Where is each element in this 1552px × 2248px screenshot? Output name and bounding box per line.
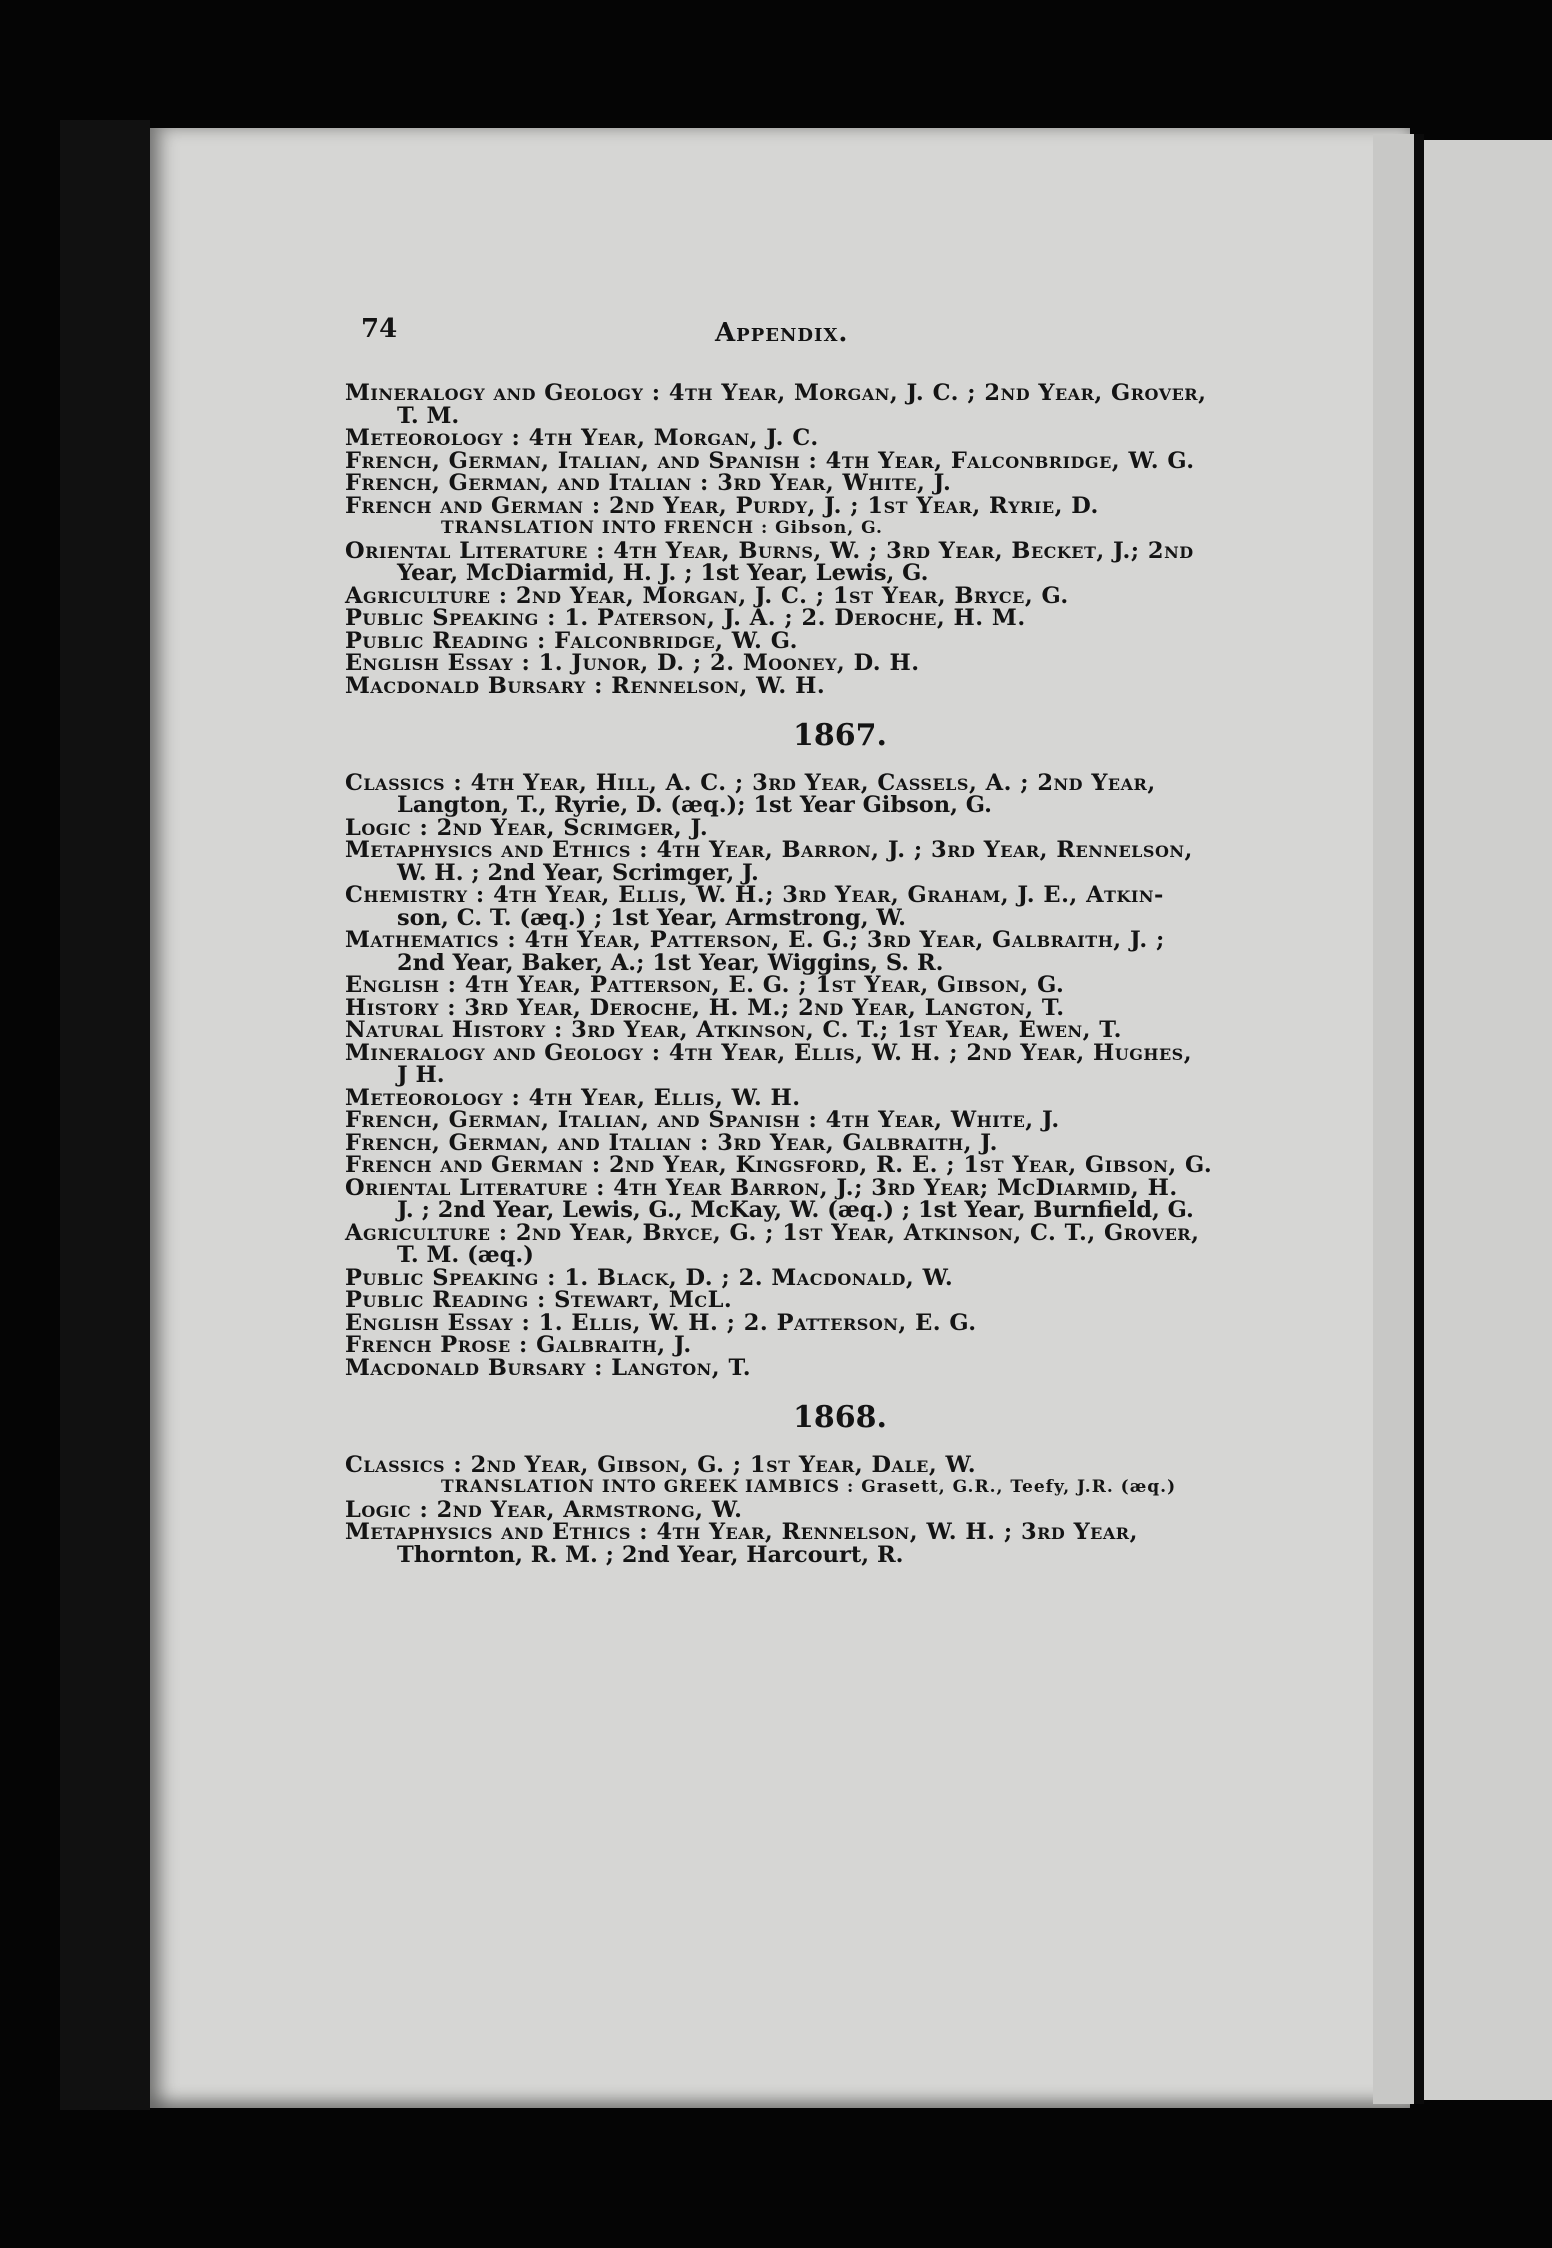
section-1866 [345, 382, 1245, 697]
entry-line: Chemistry : 4th Year, Ellis, W. H.; 3rd Year, Graham, J. E., Atkin- [345, 882, 1164, 908]
entry-line: Mineralogy and Geology : 4th Year, Morgan, J. C. ; 2nd Year, Grover, [345, 380, 1207, 406]
page-header [345, 314, 1245, 358]
entry-line: French and German : 2nd Year, Kingsford, R. E. ; 1st Year, Gibson, G. [345, 1152, 1213, 1178]
page-number: 74 [361, 314, 398, 344]
entry-line: Macdonald Bursary : Rennelson, W. H. [345, 672, 826, 699]
binding-gutter [1414, 134, 1424, 2104]
entry-line: French and German : 2nd Year, Purdy, J. ; 1st Year, Ryrie, D. [345, 492, 1099, 519]
entry-line: Classics : 2nd Year, Gibson, G. ; 1st Year, Dale, W. [345, 1451, 977, 1478]
entry-line: T. M. (æq.) [397, 1242, 534, 1268]
year-heading-1868: 1868. [793, 1400, 887, 1435]
entry-line: Public Reading : Falconbridge, W. G. [345, 627, 798, 654]
entry-line: 2nd Year, Baker, A.; 1st Year, Wiggins, S. R. [397, 949, 944, 976]
facing-page [1424, 140, 1552, 2100]
entry-line: Meteorology : 4th Year, Morgan, J. C. [345, 425, 819, 451]
entry-line: TRANSLATION INTO GREEK IAMBICS : Grasett, G.R., Teefy, J.R. (æq.) [441, 1477, 1177, 1497]
entry-line: Mathematics : 4th Year, Patterson, E. G.; 3rd Year, Galbraith, J. ; [345, 927, 1165, 953]
entry-line: Public Speaking : 1. Black, D. ; 2. Macdonald, W. [345, 1264, 954, 1291]
entry-line: Macdonald Bursary : Langton, T. [345, 1354, 752, 1381]
entry-line: Agriculture : 2nd Year, Morgan, J. C. ; 1st Year, Bryce, G. [345, 582, 1069, 609]
entry-line: TRANSLATION INTO FRENCH : Gibson, G. [441, 518, 883, 538]
entry-line: Natural History : 3rd Year, Atkinson, C. T.; 1st Year, Ewen, T. [345, 1017, 1122, 1043]
entry-line: Agriculture : 2nd Year, Bryce, G. ; 1st Year, Atkinson, C. T., Grover, [345, 1219, 1200, 1246]
section-1867 [345, 769, 1245, 1381]
running-title: Appendix. [715, 318, 849, 348]
page-content [345, 314, 1245, 1568]
entry-line: T. M. [397, 402, 460, 429]
entry-line: W. H. ; 2nd Year, Scrimger, J. [397, 859, 759, 886]
entry-line: English : 4th Year, Patterson, E. G. ; 1st Year, Gibson, G. [345, 972, 1065, 998]
entry-line: Logic : 2nd Year, Armstrong, W. [345, 1496, 743, 1523]
entry-line: Public Speaking : 1. Paterson, J. A. ; 2. Deroche, H. M. [345, 605, 1026, 631]
entry-line: Year, McDiarmid, H. J. ; 1st Year, Lewis, G. [397, 560, 929, 586]
entry-line: French, German, Italian, and Spanish : 4th Year, Falconbridge, W. G. [345, 447, 1195, 474]
entry-line: J. ; 2nd Year, Lewis, G., McKay, W. (æq.) ; 1st Year, Burnfield, G. [397, 1197, 1194, 1223]
entry-line: Thornton, R. M. ; 2nd Year, Harcourt, R. [397, 1541, 904, 1568]
entry-line: History : 3rd Year, Deroche, H. M.; 2nd Year, Langton, T. [345, 994, 1065, 1021]
entry-line: Public Reading : Stewart, McL. [345, 1287, 733, 1313]
entry-line: English Essay : 1. Ellis, W. H. ; 2. Patterson, E. G. [345, 1309, 977, 1336]
entry-line: French, German, and Italian : 3rd Year, White, J. [345, 470, 952, 496]
entry-line: Classics : 4th Year, Hill, A. C. ; 3rd Year, Cassels, A. ; 2nd Year, [345, 769, 1156, 796]
entry-line: son, C. T. (æq.) ; 1st Year, Armstrong, W. [397, 904, 906, 931]
year-heading-1867: 1867. [793, 718, 887, 753]
entry-line: French, German, Italian, and Spanish : 4th Year, White, J. [345, 1107, 1060, 1133]
scan-border [60, 120, 150, 2110]
entry-line: Meteorology : 4th Year, Ellis, W. H. [345, 1084, 801, 1111]
entry-line: Oriental Literature : 4th Year, Burns, W. ; 3rd Year, Becket, J.; 2nd [345, 537, 1194, 564]
entry-line: French Prose : Galbraith, J. [345, 1332, 692, 1358]
entry-line: Metaphysics and Ethics : 4th Year, Rennelson, W. H. ; 3rd Year, [345, 1519, 1138, 1545]
page-edge [1373, 134, 1415, 2104]
entry-line: Oriental Literature : 4th Year Barron, J.; 3rd Year; McDiarmid, H. [345, 1174, 1178, 1201]
entry-line: Logic : 2nd Year, Scrimger, J. [345, 814, 709, 841]
entry-line: Metaphysics and Ethics : 4th Year, Barron, J. ; 3rd Year, Rennelson, [345, 837, 1193, 863]
entry-line: French, German, and Italian : 3rd Year, Galbraith, J. [345, 1129, 999, 1156]
entry-line: Langton, T., Ryrie, D. (æq.); 1st Year Gibson, G. [397, 792, 993, 818]
entry-line: English Essay : 1. Junor, D. ; 2. Mooney, D. H. [345, 650, 920, 676]
section-1868 [345, 1451, 1245, 1568]
entry-line: J H. [397, 1062, 445, 1088]
entry-line: Mineralogy and Geology : 4th Year, Ellis, W. H. ; 2nd Year, Hughes, [345, 1039, 1193, 1066]
